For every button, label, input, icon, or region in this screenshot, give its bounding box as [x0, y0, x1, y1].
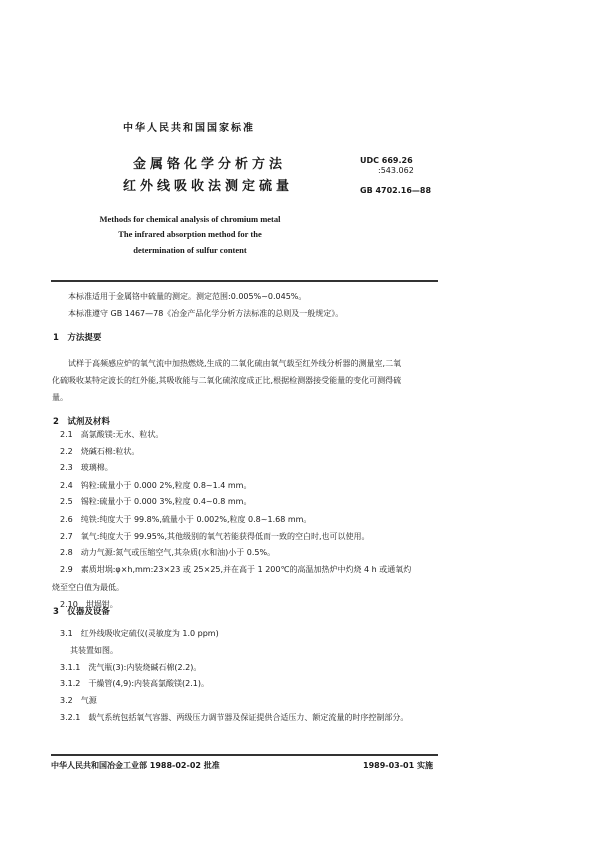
udc-label: UDC 669.26: [360, 156, 413, 165]
list-item: 2.5 锡粒:硫量小于 0.000 3%,粒度 0.4~0.8 mm。: [60, 497, 252, 506]
footer-rule: [51, 754, 438, 756]
list-item: 3.2 气源: [60, 696, 97, 705]
list-item: 2.10 坩埚钳。: [60, 600, 118, 609]
list-item: 3.1.2 干燥管(4,9):内装高氯酸镁(2.1)。: [60, 679, 209, 688]
title-line2: 红外线吸收法测定硫量: [123, 179, 294, 194]
english-title-3: determination of sulfur content: [133, 245, 247, 255]
footer-effective: 1989-03-01 实施: [363, 761, 433, 770]
section-heading: 3 仪器及设备: [53, 607, 110, 617]
list-item: 其装置如图。: [70, 646, 118, 655]
list-item-cont: 烧至空白值为最低。: [52, 583, 124, 592]
section-heading: 2 试剂及材料: [53, 417, 110, 427]
list-item: 2.1 高氯酸镁:无水、粒状。: [60, 430, 164, 439]
header-rule: [51, 280, 438, 282]
list-item: 3.2.1 载气系统包括氧气容器、两级压力调节器及保证提供合适压力、额定流量的时序控制部分。: [60, 713, 409, 722]
list-item: 2.2 烧碱石棉:粒状。: [60, 447, 140, 456]
para-line: 试样于高频感应炉的氧气流中加热燃烧,生成的二氧化硫由氧气载至红外线分析器的测量室,二氧: [68, 359, 402, 368]
para-line: 量。: [52, 393, 68, 402]
list-item: 2.6 纯铁:纯度大于 99.8%,硫量小于 0.002%,粒度 0.8~1.68 mm。: [60, 515, 312, 524]
intro-line: 本标准遵守 GB 1467—78《冶金产品化学分析方法标准的总则及一般规定》。: [68, 309, 344, 318]
title-line1: 金属铬化学分析方法: [133, 157, 287, 172]
list-item: 2.7 氧气:纯度大于 99.95%,其他级别的氧气若能获得低而一致的空白时,也可以使用。: [60, 532, 370, 541]
gb-number: GB 4702.16—88: [360, 186, 432, 195]
udc-sub: :543.062: [378, 166, 414, 175]
para-line: 化硫吸收某特定波长的红外能,其吸收能与二氧化硫浓度成正比,根据检测器接受能量的变化可测得硫: [52, 376, 402, 385]
list-item: 2.8 动力气源:氮气或压缩空气,其杂质(水和油)小于 0.5%。: [60, 548, 276, 557]
section-heading: 1 方法提要: [53, 333, 102, 343]
footer-approval: 中华人民共和国冶金工业部 1988-02-02 批准: [51, 761, 220, 770]
list-item: 2.3 玻璃棉。: [60, 463, 113, 472]
list-item: 2.9 素质坩埚:φ×h,mm:23×23 或 25×25,并在高于 1 200℃的高温加热炉中灼烧 4 h 或通氧灼: [60, 565, 412, 574]
intro-line: 本标准适用于金属铬中硫量的测定。测定范围:0.005%~0.045%。: [68, 292, 307, 301]
english-title-1: Methods for chemical analysis of chromium metal: [99, 214, 281, 224]
list-item: 3.1.1 洗气瓶(3):内装烧碱石棉(2.2)。: [60, 663, 202, 672]
org-title: 中华人民共和国国家标准: [123, 123, 255, 134]
list-item: 3.1 红外线吸收定硫仪(灵敏度为 1.0 ppm): [60, 629, 219, 638]
english-title-2: The infrared absorption method for the: [118, 229, 262, 239]
list-item: 2.4 钨粒:硫量小于 0.000 2%,粒度 0.8~1.4 mm。: [60, 481, 252, 490]
